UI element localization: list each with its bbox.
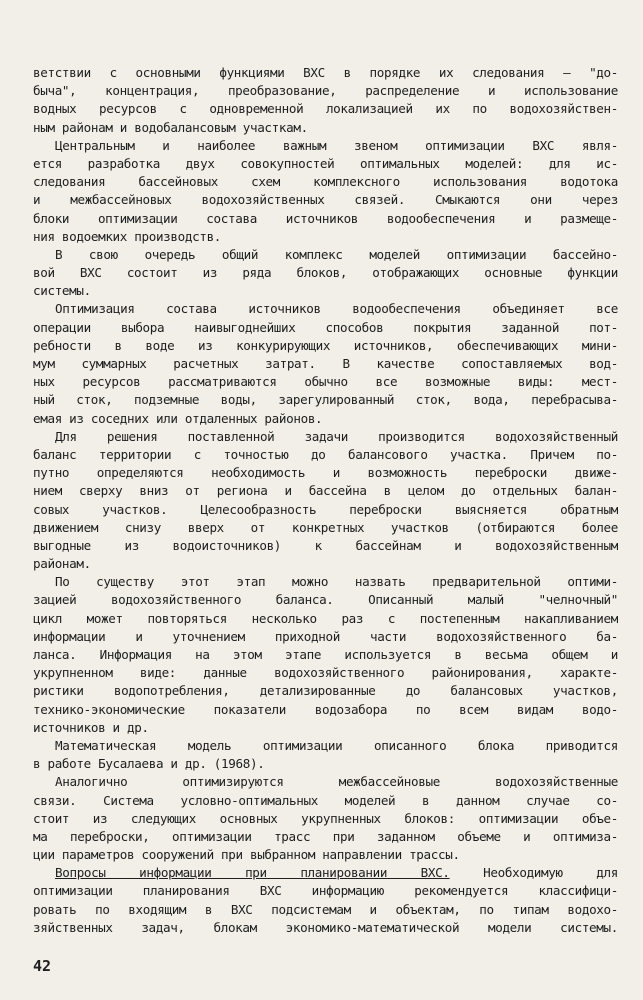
text-line: оптимизации планирования ВХС информацию рекомендуется классифици- xyxy=(33,883,618,899)
text-line: информации и уточнением приходной части водохозяйственного ба- xyxy=(33,628,618,644)
text-line: стоит из следующих основных укрупненных блоков: оптимизации объе- xyxy=(33,810,618,826)
text-line: водных ресурсов с одновременной локализацией их по водохозяйствен- xyxy=(33,101,618,117)
text-line: ным районам и водобалансовым участкам. xyxy=(33,119,308,135)
body-text xyxy=(33,64,618,937)
text-line: источников и др. xyxy=(33,719,149,735)
section-heading-continuation: Необходимую для xyxy=(449,865,618,881)
text-line: ма переброски, оптимизации трасс при заданном объеме и оптимиза- xyxy=(33,828,618,844)
text-line: зяйственных задач, блокам экономико-математической модели системы. xyxy=(33,919,618,935)
text-line: зацией водохозяйственного баланса. Описанный малый "челночный" xyxy=(33,592,618,608)
text-line: Оптимизация состава источников водообеспечения объединяет все xyxy=(55,301,618,317)
text-line: и межбассейновых водохозяйственных связей. Смыкаются они через xyxy=(33,192,618,208)
text-line: в работе Бусалаева и др. (1968). xyxy=(33,756,265,772)
text-line: блоки оптимизации состава источников водообеспечения и размеще- xyxy=(33,210,618,226)
text-line: движением снизу вверх от конкретных участков (отбираются более xyxy=(33,519,618,535)
text-line: ции параметров сооружений при выбранном направлении трассы. xyxy=(33,847,460,863)
text-line: Центральным и наиболее важным звеном оптимизации ВХС явля- xyxy=(55,137,618,153)
text-line: вой ВХС состоит из ряда блоков, отображающих основные функции xyxy=(33,265,618,281)
page-number: 42 xyxy=(33,957,52,975)
text-line: следования бассейновых схем комплексного использования водотока xyxy=(33,174,618,190)
text-line: ния водоемких производств. xyxy=(33,228,222,244)
text-line: ный сток, подземные воды, зарегулированный сток, вода, перебрасыва- xyxy=(33,392,618,408)
text-line: системы. xyxy=(33,283,91,299)
text-line: мум суммарных расчетных затрат. В качестве сопоставляемых вод- xyxy=(33,356,618,371)
text-line: цикл может повторяться несколько раз с постепенным накапливанием xyxy=(33,610,618,626)
text-line: нием сверху вниз от региона и бассейна в целом до отдельных балан- xyxy=(33,483,618,499)
text-line: баланс территории с точностью до балансового участка. Причем по- xyxy=(33,446,618,462)
text-line: ланса. Информация на этом этапе используется в весьма общем и xyxy=(33,647,618,662)
text-line: ных ресурсов рассматриваются обычно все возможные виды: мест- xyxy=(33,374,618,390)
text-line: ровать по входящим в ВХС подсистемам и объектам, по типам водохо- xyxy=(33,901,618,917)
text-line: выгодные из водоисточников) к бассейнам и водохозяйственным xyxy=(33,537,618,553)
text-line: емая из соседних или отдаленных районов. xyxy=(33,410,323,426)
text-line: совых участков. Целесообразность переброски выясняется обратным xyxy=(33,501,618,517)
text-line: операции выбора наивыгоднейших способов покрытия заданной пот- xyxy=(33,319,618,335)
text-line: районам. xyxy=(33,556,91,572)
text-line: путно определяются необходимость и возможность переброски движе- xyxy=(33,465,618,481)
text-line: Аналогично оптимизируются межбассейновые водохозяйственные xyxy=(55,774,618,790)
text-line: быча", концентрация, преобразование, распределение и использование xyxy=(33,83,618,99)
text-line: ристики водопотребления, детализированные до балансовых участков, xyxy=(33,683,618,699)
text-line: технико-экономические показатели водозабора по всем видам водо- xyxy=(33,701,618,717)
text-line: укрупненном виде: данные водохозяйственного районирования, характе- xyxy=(33,665,618,681)
text-line: ребности в воде из конкурирующих источников, обеспечивающих мини- xyxy=(33,337,618,353)
text-line: По существу этот этап можно назвать предварительной оптими- xyxy=(55,574,618,590)
text-line: ветствии с основными функциями ВХС в порядке их следования – "до- xyxy=(33,65,618,80)
section-heading: Вопросы информации при планировании ВХС. xyxy=(55,865,450,881)
text-line: В свою очередь общий комплекс моделей оптимизации бассейно- xyxy=(55,246,618,262)
text-line: ется разработка двух совокупностей оптимальных моделей: для ис- xyxy=(33,155,618,171)
text-line: Математическая модель оптимизации описанного блока приводится xyxy=(55,737,618,753)
text-line: связи. Система условно-оптимальных моделей в данном случае со- xyxy=(33,792,618,808)
section-heading-line xyxy=(33,864,618,882)
text-line: Для решения поставленной задачи производится водохозяйственный xyxy=(55,428,618,444)
